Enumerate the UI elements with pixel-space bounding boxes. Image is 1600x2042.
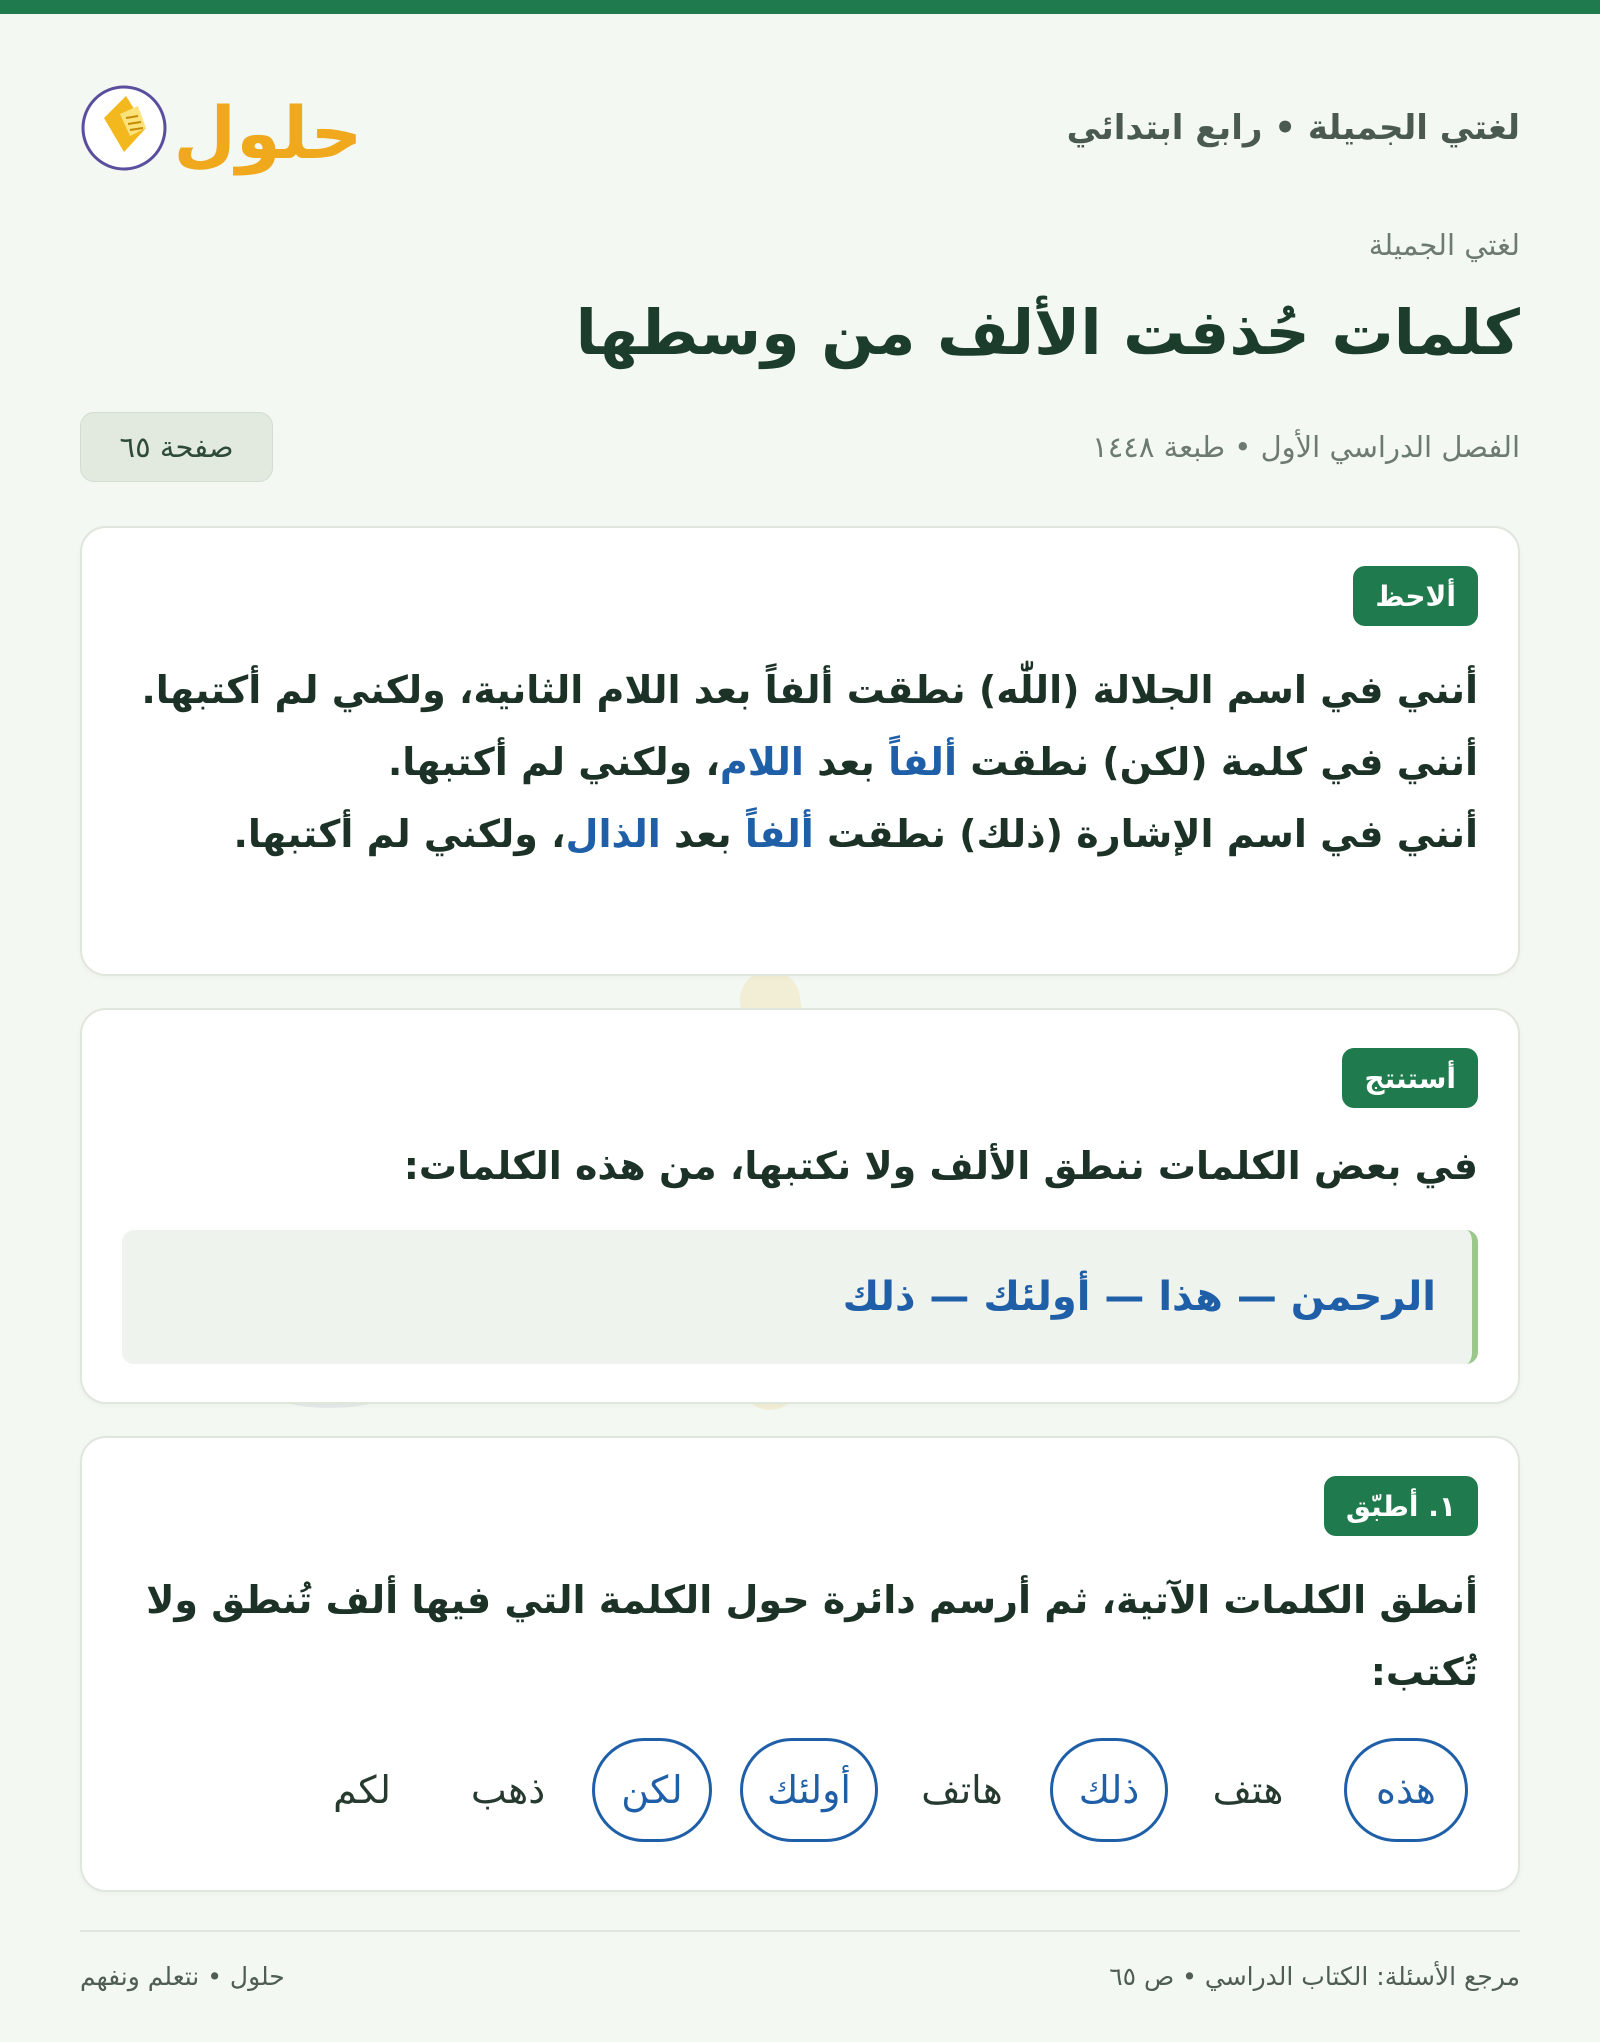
breadcrumb[interactable]: لغتي الجميلة: [1368, 228, 1520, 262]
page-title: كلمات حُذفت الألف من وسطها: [575, 296, 1520, 369]
word-option[interactable]: لكن: [592, 1738, 712, 1842]
word-option[interactable]: هاتف: [921, 1768, 1003, 1812]
word-option[interactable]: هذه: [1344, 1738, 1468, 1842]
edition-meta: الفصل الدراسي الأول • طبعة ١٤٤٨: [1092, 430, 1520, 464]
top-accent-bar: [0, 0, 1600, 14]
conclude-text: في بعض الكلمات ننطق الألف ولا نكتبها، من هذه الكلمات:: [403, 1144, 1478, 1188]
word-option[interactable]: أولئك: [740, 1738, 878, 1842]
observe-line-1: أنني في اسم الجلالة (اللّٰه) نطقت ألفاً بعد اللام الثانية، ولكني لم أكتبها.: [141, 668, 1478, 712]
observe-tag: ألاحظ: [1353, 566, 1478, 626]
conclude-tag: أستنتج: [1342, 1048, 1478, 1108]
footer-divider: [80, 1930, 1520, 1932]
highlight-lam: اللام: [719, 740, 804, 784]
observe-line-2: أنني في كلمة (لكن) نطقت ألفاً بعد اللام، ولكني لم أكتبها.: [387, 740, 1478, 784]
highlight-dhal: الذال: [565, 812, 661, 856]
footer-brand[interactable]: حلول • نتعلم ونفهم: [80, 1962, 285, 1991]
observe-text: [122, 654, 1478, 870]
footer-reference: مرجع الأسئلة: الكتاب الدراسي • ص ٦٥: [1109, 1962, 1520, 1991]
conclude-card: [80, 1008, 1520, 1404]
page-header: [80, 60, 1520, 190]
page-number-badge: صفحة ٦٥: [80, 412, 273, 482]
example-words-box: الرحمن — هذا — أولئك — ذلك: [122, 1230, 1478, 1364]
word-option[interactable]: ذهب: [470, 1768, 546, 1812]
observe-card: [80, 526, 1520, 976]
series-title: لغتي الجميلة • رابع ابتدائي: [1066, 108, 1520, 148]
word-option[interactable]: لكم: [333, 1768, 391, 1812]
apply-card: [80, 1436, 1520, 1892]
observe-line-3: أنني في اسم الإشارة (ذلك) نطقت ألفاً بعد الذال، ولكني لم أكتبها.: [233, 812, 1478, 856]
logo-emblem-icon: [80, 66, 360, 182]
word-option[interactable]: هتف: [1212, 1768, 1284, 1812]
highlight-alef: ألفاً: [744, 812, 814, 856]
brand-logo[interactable]: [80, 66, 360, 182]
apply-tag: ١. أطبّق: [1324, 1476, 1478, 1536]
apply-instructions: أنطق الكلمات الآتية، ثم أرسم دائرة حول الكلمة التي فيها ألف تُنطق ولا تُكتب:: [146, 1578, 1478, 1694]
word-option[interactable]: ذلك: [1050, 1738, 1168, 1842]
words-row: [168, 1738, 1468, 1848]
highlight-alef: ألفاً: [888, 740, 957, 784]
svg-text:حلول: حلول: [173, 91, 360, 175]
